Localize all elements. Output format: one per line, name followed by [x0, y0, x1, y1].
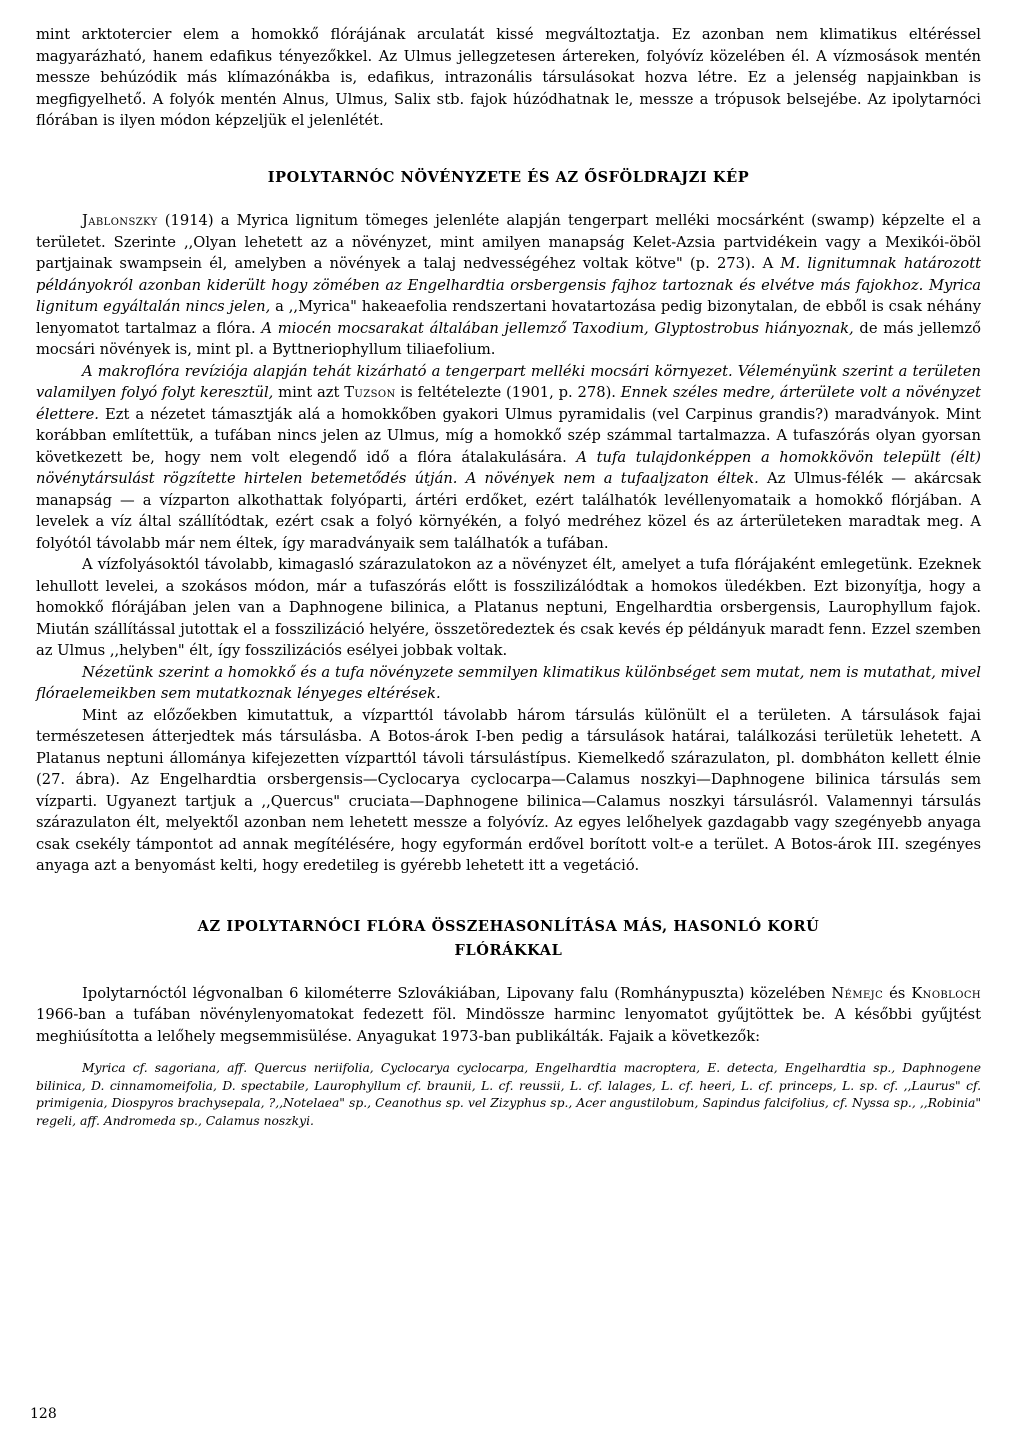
paragraph-nezetunk: Nézetünk szerint a homokkő és a tufa növényzete semmilyen klimatikus különbséget sem mutat, nem is mutathat, mivel flóraelemeikben sem mutatkoznak lényeges eltérések.	[36, 663, 981, 702]
paragraph-vizfolyasok: A vízfolyásoktól távolabb, kimagasló szárazulatokon az a növényzet élt, amelyet a tufa flórájaként emlegetünk. Ezeknek lehullott levelei, a szokásos módon, már a tufaszórás előtt is fosszilizálódtak a homokos üledékben. Ezt bizonyítja, hogy a homokkő flórájában jelen van a Daphnogene bilinica, a Platanus neptuni, Engelhardtia orsbergensis, Laurophyllum fajok. Miután szállítással jutottak el a fosszilizáció helyére, összetöredeztek és csak kevés ép példányuk maradt fenn. Ezzel szemben az Ulmus ,,helyben" élt, így fosszilizációs esélyei jobbak voltak.	[36, 556, 981, 659]
author-name: Knobloch	[911, 984, 981, 1002]
paragraph-jablonszky: Jablonszky (1914) a Myrica lignitum tömeges jelenléte alapján tengerpart melléki mocsárként (swamp) képzelte el a területet. Szerinte ,,Olyan lehetett az a növényzet, mint amilyen manapság Kelet-Azsia partvidékein vagy a Mexikói-öböl partjainak swampsein él, amelyben a növények a talaj nedvességéhez voltak kötve" (p. 273). A M. lignitumnak határozott példányokról azonban kiderült hogy zömében az Engelhardtia orsbergensis fajhoz tartoznak és elvétve más fajokhoz. Myrica lignitum egyáltalán nincs jelen, a ,,Myrica" hakeaefolia rendszertani hovatartozása pedig bizonytalan, de ebből is csak néhány lenyomatot tartalmaz a flóra. A miocén mocsarakat általában jellemző Taxodium, Glyptostrobus hiányoznak, de más jellemző mocsári növények is, mint pl. a Byttneriophyllum tiliaefolium.	[36, 212, 982, 358]
author-name: Jablonszky	[82, 212, 158, 229]
author-name: Tuzson	[344, 384, 396, 401]
page-number: 128	[30, 1406, 57, 1422]
paragraph-makroflora: A makroflóra revíziója alapján tehát kizárható a tengerpart melléki mocsári környezet. Véleményünk szerint a területen valamilyen folyó folyt keresztül, mint azt Tuzson is feltételezte (1901, p. 278). Ennek széles medre, árterülete volt a növényzet élettere. Ezt a nézetet támasztják alá a homokkőben gyakori Ulmus pyramidalis (vel Carpinus grandis?) maradványok. Mint korábban említettük, a tufában nincs jelen az Ulmus, míg a homokkő szép számmal tartalmazza. A tufaszórás olyan gyorsan következett be, hogy nem volt elegendő idő a flóra átalakulására. A tufa tulajdonképpen a homokkövön települt (élt) növénytársulást rögzítette hirtelen betemetődés útján. A növények nem a tufaaljzaton éltek. Az Ulmus-félék — akárcsak manapság — a vízparton alkothattak folyóparti, ártéri erdőket, ezért találhatók levéllenyomataik a homokkő flórjában. A levelek a víz által szállítódtak, ezért csak a folyó környékén, a folyó medréhez közel és az árterületeken maradtak meg. A folyótól távolabb már nem éltek, így maradványaik sem találhatók a tufában.	[36, 362, 981, 552]
intro-paragraph: mint arktotercier elem a homokkő flórájának arculatát kissé megváltoztatja. Ez azonban nem klimatikus eltéréssel magyarázható, hanem edafikus tényezőkkel. Az Ulmus jellegzetesen ártereken, folyóvíz közelében él. A vízmosások mentén messze behúzódik más klímazónákba is, edafikus, intrazonális társulásokat hozva létre. Ez a jelenség napjainkban is megfigyelhető. A folyók mentén Alnus, Ulmus, Salix stb. fajok húzódhatnak le, messze a trópusok belsejébe. Az ipolytarnóci flórában is ilyen módon képzeljük el jelenlétét.	[36, 26, 981, 129]
paragraph-tarsulasok: Mint az előzőekben kimutattuk, a vízparttól távolabb három társulás különült el a területen. A társulások fajai természetesen átterjedtek más társulásba. A Botos-árok I-ben pedig a társulások határai, találkozási területük lehetett. A Platanus neptuni állománya kifejezetten vízparttól távoli társulástípus. Kiemelkedő szárazulaton, pl. dombháton kellett élnie (27. ábra). Az Engelhardtia orsbergensis—Cyclocarya cyclocarpa—Calamus noszkyi—Daphnogene bilinica társulás sem vízparti. Ugyanezt tartjuk a ,,Quercus" cruciata—Daphnogene bilinica—Calamus noszkyi társulásról. Valamennyi társulás szárazulaton élt, melyektől azonban nem lehetett messze a folyóvíz. Az egyes lelőhelyek gazdagabb vagy szegényebb anyaga csak csekély támpontot ad annak megítélésére, hogy egyformán erdővel borított volt-e a terület. A Botos-árok III. szegényes anyaga azt a benyomást kelti, hogy eredetileg is gyérebb lehetett itt a vegetáció.	[36, 706, 981, 874]
author-name: Némejc	[831, 984, 884, 1002]
section-heading-vegetation: IPOLYTARNÓC NÖVÉNYZETE ÉS AZ ŐSFÖLDRAJZI KÉP	[267, 168, 750, 186]
species-list: Myrica cf. sagoriana, aff. Quercus neriifolia, Cyclocarya cyclocarpa, Engelhardtia macroptera, E. detecta, Engelhardtia sp., Daphnogene bilinica, D. cinnamomeifolia, D. spectabile, Laurophyllum cf. braunii, L. cf. reussii, L. cf. lalages, L. cf. heeri, L. cf. princeps, L. sp. cf. ,,Laurus" cf. primigenia, Diospyros brachysepala, ?,,Notelaea" sp., Ceanothus sp. vel Zizyphus sp., Acer angustilobum, Sapindus falcifolius, cf. Nyssa sp., ,,Robinia" regeli, aff. Andromeda sp., Calamus noszkyi.	[36, 1061, 981, 1128]
section-heading-comparison: AZ IPOLYTARNÓCI FLÓRA ÖSSZEHASONLÍTÁSA MÁS, HASONLÓ KORÚ FLÓRÁKKAL	[197, 917, 820, 959]
paragraph-lipovany: Ipolytarnóctól légvonalban 6 kilométerre Szlovákiában, Lipovany falu (Romhánypuszta) közelében Némejc és Knobloch 1966-ban a tufában növénylenyomatokat fedezett föl. Mindössze harminc lenyomatot gyűjtöttek be. A későbbi gyűjtést meghiúsította a lelőhely megsemmisülése. Anyagukat 1973-ban publikálták. Fajaik a következők:	[36, 984, 981, 1045]
